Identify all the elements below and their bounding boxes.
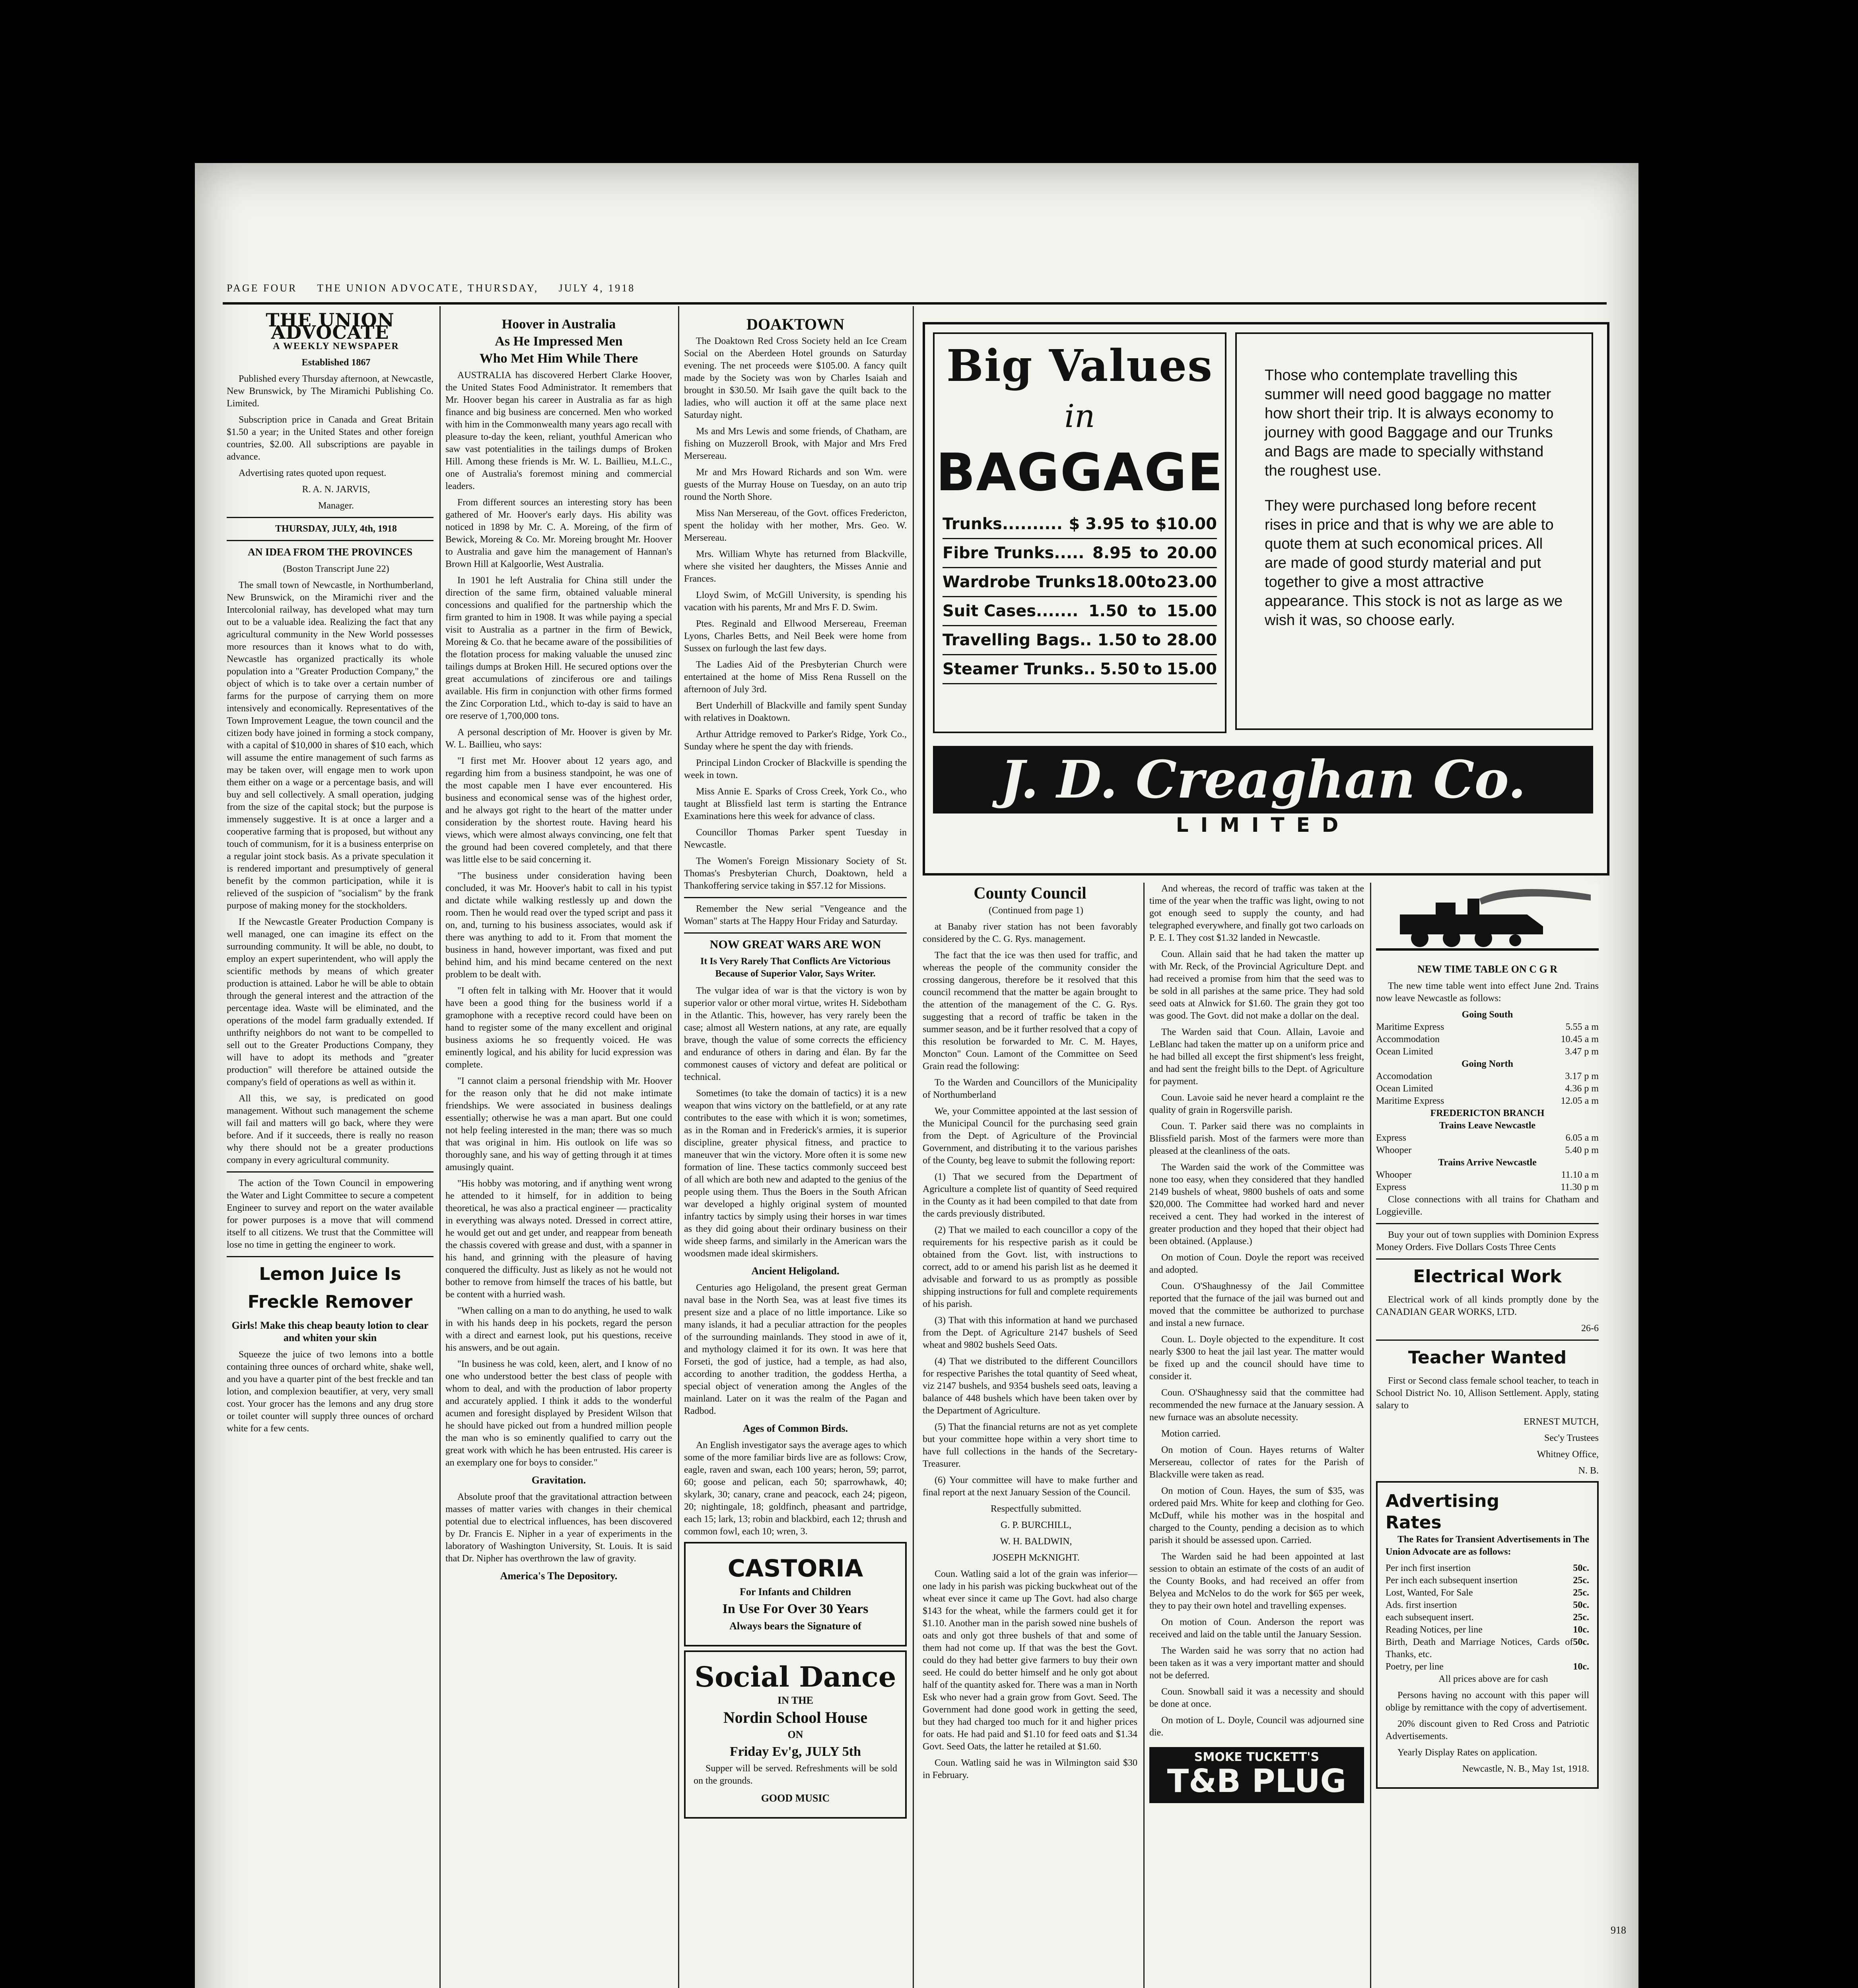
baggage-ad xyxy=(923,322,1609,876)
divider xyxy=(1376,1340,1599,1341)
baggage-from: 1.50 xyxy=(1088,602,1128,620)
hoover-para-7: "I often felt in talking with Mr. Hoover that it would have been a good thing for the business world if a gramophone with a receptive record could have been on hand to register some of the many excellent and original business axioms he so frequently voiced. He was eminently logical, and his ability for lucid expression was complete. xyxy=(445,986,672,1070)
heligoland-headline: Ancient Heligoland. xyxy=(751,1265,840,1277)
castoria-title: CASTORIA xyxy=(727,1555,863,1582)
timetable-north-list xyxy=(1376,1070,1599,1107)
adrate-row xyxy=(1386,1636,1589,1661)
baggage-price-row xyxy=(943,539,1217,568)
doaktown-headline: DOAKTOWN xyxy=(746,315,844,333)
council-col2-para-16: The Warden said he was sorry that no action had been taken as it was a very important matter and should not be deferred. xyxy=(1149,1646,1364,1681)
hoover-para-4: A personal description of Mr. Hoover is given by Mr. W. L. Baillieu, who says: xyxy=(445,727,672,750)
hoover-para-10: "When calling on a man to do anything, he used to walk in with his hands deep in his pockets, regard the person with a direct and earnest look, put his questions, receive his answers, and be out again. xyxy=(445,1306,672,1353)
timetable-row xyxy=(1376,1021,1599,1033)
electrical-title: Electrical Work xyxy=(1413,1266,1562,1287)
supplies-notice: Buy your out of town supplies with Dominion Express Money Orders. Five Dollars Costs Three Cents xyxy=(1376,1230,1599,1252)
baggage-item: Fibre Trunks..... xyxy=(943,544,1084,562)
adrate-label: Per inch each subsequent insertion xyxy=(1386,1575,1518,1586)
council-para-4: We, your Committee appointed at the last session of the Municipal Council for the purchasing seed grain from the Dept. of Agriculture of the Provincial Government, and distributing it to the various parishes of the County, beg leave to submit the following report: xyxy=(923,1106,1137,1166)
lemon-headline-2: Freckle Remover xyxy=(247,1292,413,1312)
timetable-title: NEW TIME TABLE ON C G R xyxy=(1417,963,1558,975)
baggage-copy-1: Those who contemplate travelling this summer will need good baggage no matter how short their trip. It is always economy to journey with good Baggage and our Trunks and Bags are made to specially withstand the roughest use. xyxy=(1265,367,1554,479)
timetable-row xyxy=(1376,1095,1599,1107)
hoover-para-9: "His hobby was motoring, and if anything went wrong he attended to it himself, for in addition to being theoretical, he was also a practical engineer — practicality in everything was always noted. Dressed in correct attire, he would get out and get under, and reappear from beneath the chassis covered with grease and dust, with a spanner in his hand, and grinning with the pleasure of having conquered the difficulty. Just as likely as not he would not bother to remove from himself the traces of his battle, but be content with a hurried wash. xyxy=(445,1178,672,1300)
council-col2-para-5: Coun. T. Parker said there was no complaints in Blissfield parish. Most of the farmers were more than pleased at the cleanliness of the oats. xyxy=(1149,1121,1364,1156)
masthead-title: THE UNION ADVOCATE xyxy=(266,309,395,343)
train-name: Whooper xyxy=(1376,1145,1412,1155)
lemon-body: Squeeze the juice of two lemons into a bottle containing three ounces of orchard white, shake well, and you have a quarter pint of the best freckle and tan lotion, and complexion beautifier, at very, very small cost. Your grocer has the lemons and any drug store or toilet counter will supply three ounces of orchard white for a few cents. xyxy=(227,1349,433,1434)
council-para-10: (6) Your committee will have to make further and final report at the next January Session of the Council. xyxy=(923,1475,1137,1498)
council-col2-para-17: Coun. Snowball said it was a necessity and should be done at once. xyxy=(1149,1687,1364,1709)
train-name: Express xyxy=(1376,1133,1406,1143)
baggage-price-row xyxy=(943,626,1217,655)
doaktown-para-13: Councillor Thomas Parker spent Tuesday in Newcastle. xyxy=(684,827,907,850)
train-illustration xyxy=(1376,883,1599,958)
folio-page: PAGE FOUR xyxy=(227,282,297,294)
baggage-in: in xyxy=(1064,398,1095,435)
adrates-title-2: Rates xyxy=(1386,1512,1442,1533)
council-para-12: Coun. Watling said he was in Wilmington said $30 in February. xyxy=(923,1758,1137,1780)
plug-line-1: SMOKE TUCKETT'S xyxy=(1194,1750,1320,1764)
council-headline: County Council xyxy=(974,884,1086,903)
council-col2-para-6: The Warden said the work of the Committee was none too easy, when they considered that they handled 2149 bushels of wheat, 9800 bushels of oats and some $20,000. The Committee had worked hard and never received a cent. They had worked in the interest of greater production and they hoped that their object had been obtained. (Applause.) xyxy=(1149,1162,1364,1246)
train-time: 12.05 a m xyxy=(1561,1096,1599,1106)
folio-date: JULY 4, 1918 xyxy=(558,282,636,294)
column-rule xyxy=(678,306,679,1988)
adrates-note-3: Yearly Display Rates on application. xyxy=(1397,1747,1537,1758)
baggage-item: Suit Cases....... xyxy=(943,602,1079,620)
lemon-deck: Girls! Make this cheap beauty lotion to clear and whiten your skin xyxy=(231,1320,429,1343)
hoover-headline-1: Hoover in Australia xyxy=(501,317,616,332)
depository-headline: America's The Depository. xyxy=(500,1570,618,1582)
council-para-9: (5) That the financial returns are not as yet complete but your committee hope within a very short time to have full collections in the hands of the Secretary-Treasurer. xyxy=(923,1422,1137,1469)
adrates-dateline: Newcastle, N. B., May 1st, 1918. xyxy=(1462,1764,1589,1774)
teacher-role: Sec'y Trustees xyxy=(1544,1433,1599,1443)
doaktown-para-11: Principal Lindon Crocker of Blackville is spending the week in town. xyxy=(684,758,907,780)
timetable-going-north: Going North xyxy=(1461,1059,1513,1069)
council-signature-2: W. H. BALDWIN, xyxy=(1000,1536,1072,1547)
castoria-line-3: Always bears the Signature of xyxy=(729,1620,861,1632)
divider xyxy=(684,932,907,934)
adrate-row xyxy=(1386,1574,1589,1587)
column-rule xyxy=(913,306,914,1988)
idea-headline: AN IDEA FROM THE PROVINCES xyxy=(247,546,413,558)
wars-headline: NOW GREAT WARS ARE WON xyxy=(709,938,881,951)
council-col2-para-1: And whereas, the record of traffic was taken at the time of the year when the traffic was light, owing to not got enough seed to supply the county, and had telegraphed everywhere, and finally got two carloads on P. E. I. They cost $1.32 landed in Newcastle. xyxy=(1149,883,1364,943)
hoover-para-6: "The business under consideration having been concluded, it was Mr. Hoover's habit to call in his typist and dictate while walking restlessly up and down the room. Then he would read over the typed script and pass it on, and, turning to his business associates, would ask if there was anything to add to it. From that moment the business in hand, however important, was fixed and put behind him, and his mind became centered on the next problem to be dealt with. xyxy=(445,871,672,980)
baggage-item: Steamer Trunks.. xyxy=(943,660,1096,678)
editorial-dateline: THURSDAY, JULY, 4th, 1918 xyxy=(275,524,397,534)
hoover-para-3: In 1901 he left Australia for China still under the direction of the same firm, obtained valuable mineral concessions and qualified for the partnership which the firm granted to him in 1908. It was while paying a special visit to Australia as a partner in the firm of Bewick, Moreing & Co. that he became aware of the possibilities of the flotation process for making valuable the unused zinc tailings dumps at Broken Hill. He secured options over the great accumulations of zinciferous ore and tailings available. His firm in conjunction with other firms formed the Zinc Corporation Ltd., which to-day is said to have an ore reserve of 1,700,000 tons. xyxy=(445,575,672,721)
train-time: 10.45 a m xyxy=(1561,1034,1599,1044)
adrate-row xyxy=(1386,1624,1589,1636)
divider xyxy=(684,897,907,898)
baggage-upto: 23.00 xyxy=(1166,573,1217,591)
hoover-para-11: "In business he was cold, keen, alert, and I know of no one who understood better the best class of people with whom to deal, and with the production of labor property and accurately applied. I think it adds to the wonderful acumen and foresight displayed by President Wilson that he should have picked out from a hundred million people the man who is so eminently qualified to carry out the great work with which he has been entrusted. His career is an exemplary one for boys to consider." xyxy=(445,1359,672,1468)
timetable-arrive: Trains Arrive Newcastle xyxy=(1438,1157,1537,1168)
council-signature-3: JOSEPH McKNIGHT. xyxy=(992,1553,1080,1563)
masthead-para-2: Subscription price in Canada and Great Britain $1.50 a year; in the United States and other foreign countries, $2.00. All subscriptions are payable in advance. xyxy=(227,415,433,462)
castoria-ad xyxy=(684,1542,907,1646)
doaktown-para-1: The Doaktown Red Cross Society held an Ice Cream Social on the Aberdeen Hotel grounds on Saturday evening. The net proceeds were $105.00. A fancy quilt made by the Society was won by Charles Isaiah and brought in $30.50. Mr Isaih gave the quilt back to the ladies, who will auction it off at the same place next Saturday night. xyxy=(684,336,907,420)
baggage-price-box xyxy=(933,332,1226,733)
social-dance-place: Nordin School House xyxy=(723,1708,868,1726)
train-name: Whooper xyxy=(1376,1170,1412,1180)
timetable-south-list xyxy=(1376,1021,1599,1058)
doaktown-para-10: Arthur Attridge removed to Parker's Ridge, York Co., Sunday where he spent the day with friends. xyxy=(684,729,907,752)
doaktown-para-14: The Women's Foreign Missionary Society of St. Thomas's Presbyterian Church, Doaktown, held a Thankoffering service taking in $57.12 for Missions. xyxy=(684,856,907,891)
adrate-price: 50c. xyxy=(1573,1637,1589,1647)
council-para-6: (2) That we mailed to each councillor a copy of the requirements for his respective parish as it could be obtained from the Govt. list, with instructions to correct, add to or amend his parish list as he deemed it advisable and forward to us as promptly as possible shipping instructions for full and complete requirements of his parish. xyxy=(923,1225,1137,1309)
train-time: 6.05 a m xyxy=(1565,1133,1599,1143)
masthead-para-3: Advertising rates quoted upon request. xyxy=(239,468,387,478)
council-col2-para-2: Coun. Allain said that he had taken the matter up with Mr. Reck, of the Provincial Agriculture Dept. and had received a promise from him that the seed was to be sold in all parishes at the same price. They had sold seed oats at Alnwick for $1.60. The grain they got too was good. The Govt. did not make a dollar on the deal. xyxy=(1149,949,1364,1021)
council-col2-para-8: Coun. O'Shaughnessy of the Jail Committee reported that the furnace of the jail was burned out and moved that the committee be authorized to purchase and instal a new furnace. xyxy=(1149,1281,1364,1328)
baggage-copy-2: They were purchased long before recent rises in price and that is why we are able to quote them at such economical prices. All are made of good sturdy material and put together to give a most attractive appearance. This stock is not as large as we wish it was, so choose early. xyxy=(1265,497,1563,629)
masthead-para-1: Published every Thursday afternoon, at Newcastle, New Brunswick, by The Miramichi Publishing Co. Limited. xyxy=(227,374,433,409)
column-doaktown xyxy=(684,306,907,1988)
doaktown-para-12: Miss Annie E. Sparks of Cross Creek, York Co., who taught at Blissfield last term is starting the Entrance Examinations here this week for advance of class. xyxy=(684,786,907,821)
teacher-province: N. B. xyxy=(1578,1466,1599,1476)
column-rule xyxy=(1370,883,1371,1988)
council-para-3: To the Warden and Councillors of the Municipality of Northumberland xyxy=(923,1077,1137,1100)
doaktown-para-6: Lloyd Swim, of McGill University, is spending his vacation with his parents, Mr and Mrs F. D. Swim. xyxy=(684,590,907,613)
birds-body: An English investigator says the average ages to which some of the more familiar birds live are as follows: Crow, eagle, raven and swan, each 100 years; heron, 59; parrot, 60; goose and pelican, each 50; sparrowhawk, 40; skylark, 30; canary, crane and peacock, each 24; pigeon, 20; nightingale, 18; goldfinch, pheasant and partridge, each 15; lark, 13; robin and blackbird, each 12; thrush and common fowl, each 10; wren, 3. xyxy=(684,1440,907,1537)
timetable-leave: Trains Leave Newcastle xyxy=(1439,1120,1536,1131)
adrate-label: Poetry, per line xyxy=(1386,1662,1444,1672)
baggage-price-row xyxy=(943,597,1217,626)
masthead-established: Established 1867 xyxy=(301,357,371,368)
gravitation-body: Absolute proof that the gravitational attraction between masses of matter varies with changes in their chemical potential due to electrical influences, has been discovered by Dr. Francis E. Nipher in a year of experiments in the laboratory of Washington University, St. Louis. It is said that Dr. Nipher has overthrown the law of gravity. xyxy=(445,1492,672,1564)
train-name: Ocean Limited xyxy=(1376,1046,1433,1057)
idea-para-3: All this, we say, is predicated on good management. Without such management the scheme will fail and matters will go back, where they were before. And if it succeeds, there is really no reason why there should not be a greater productions company in every agricultural community. xyxy=(227,1093,433,1165)
council-para-2: The fact that the ice was then used for traffic, and whereas the people of the community consider the crossing dangerous, therefore be it resolved that this council recommend that the matter be again brought to the attention of the management of the C. G. Rys. suggesting that a record of traffic be taken in the summer season, and be it further resolved that a copy of this resolution be forwarded to Mr. C. M. Hayes, Moncton" Coun. Lamont of the Committee on Seed Grain read the following: xyxy=(923,950,1137,1072)
council-para-11: Coun. Watling said a lot of the grain was inferior—one lady in his parish was picking buckwheat out of the wheat ever since it came up The Govt. had also charge $143 for the wheat, while the farmers could get it for $1.10. Another man in the parish sowed nine bushels of oats and only got three bushels of that and some of them had not come up. If that was the best the Govt. could do they had better give farmers to buy their own seed. He could do better himself and he only got about half of the quantity asked for. There was a man in North Esk who never had a grain grow from Govt. Seed. The Government had done good work in getting the seed, but they had charged too much for it and higher prices for oats. He had paid and $1.10 for feed oats and $1.34 Govt. Seed Oats, the latter he retailed at $1.60. xyxy=(923,1569,1137,1752)
teacher-place: Whitney Office, xyxy=(1537,1449,1599,1460)
locomotive-icon xyxy=(1376,883,1599,958)
newspaper-page xyxy=(195,163,1638,1988)
adrates-intro: The Rates for Transient Advertisements in The Union Advocate are as follows: xyxy=(1386,1534,1589,1557)
column-ads xyxy=(1376,883,1599,1988)
advertising-rates-box xyxy=(1376,1481,1599,1789)
adrate-row xyxy=(1386,1599,1589,1611)
page-folio xyxy=(227,282,1603,298)
council-col2-para-13: On motion of Coun. Hayes, the sum of $35, was ordered paid Mrs. White for keep and clothing for Geo. McDuff, while his mother was in the hospital and charged to the County, pending a decision as to which parish it should be assessed upon. Carried. xyxy=(1149,1486,1364,1545)
masthead-subtitle: A WEEKLY NEWSPAPER xyxy=(273,341,399,351)
baggage-title: BAGGAGE xyxy=(936,442,1224,503)
adrate-price: 10c. xyxy=(1573,1625,1589,1635)
train-time: 4.36 p m xyxy=(1565,1083,1599,1094)
timetable-close: Close connections with all trains for Chatham and Loggieville. xyxy=(1376,1194,1599,1217)
timetable-leave-list xyxy=(1376,1132,1599,1157)
doaktown-para-4: Miss Nan Mersereau, of the Govt. offices Fredericton, spent the holiday with her mother, Mrs. Geo. W. Mersereau. xyxy=(684,508,907,543)
timetable-row xyxy=(1376,1132,1599,1144)
birds-headline: Ages of Common Birds. xyxy=(742,1423,848,1434)
adrates-note-2: 20% discount given to Red Cross and Patriotic Advertisements. xyxy=(1386,1719,1589,1741)
timetable-intro: The new time table went into effect June 2nd. Trains now leave Newcastle as follows: xyxy=(1376,981,1599,1004)
baggage-price-row xyxy=(943,568,1217,597)
hoover-para-2: From different sources an interesting story has been gathered of Mr. Hoover's early days. His ability was noticed in 1898 by Mr. C. A. Moreing, of the firm of Bewick, Moreing & Co. Mr. Moreing brought Mr. Hoover to Australia and gave him the management of Hannan's Brown Hill at Kalgoorlie, West Australia. xyxy=(445,497,672,569)
timetable-row xyxy=(1376,1033,1599,1046)
baggage-to: to xyxy=(1138,602,1156,620)
idea-para-2: If the Newcastle Greater Production Company is well managed, one can imagine its effect on the surrounding community. It will be able, no doubt, to employ an expert superintendent, who will apply the scientific methods by means of which greater production is attained. Labor he will be able to obtain through the general interest and the attraction of the percentage idea. Waste will be eliminated, and the operations of the model farm gradually extended. If unthrifty neighbors do not want to be compelled to sell out to the Greater Productions Company, they will have to adopt its methods and "greater production" will therefore be attained outside the company's field of operations as well as within it. xyxy=(227,917,433,1087)
heligoland-body: Centuries ago Heligoland, the present great German naval base in the North Sea, was at least five times its present size and a place of no little importance. Like so many islands, it had a peculiar attraction for the peoples of the surrounding mainlands. They stood in awe of it, and mythology claimed it for its own. It was here that Forseti, the god of justice, had a temple, as had also, according to another tradition, the goddess Hertha, a special object of veneration among the Angles of the mainland. Later on it was the realm of the Pagan and Radbod. xyxy=(684,1283,907,1416)
council-col2-para-7: On motion of Coun. Doyle the report was received and adopted. xyxy=(1149,1252,1364,1275)
idea-source: (Boston Transcript June 22) xyxy=(283,564,389,574)
train-name: Ocean Limited xyxy=(1376,1083,1433,1094)
baggage-price-row xyxy=(943,510,1217,539)
social-dance-date: Friday Ev'g, JULY 5th xyxy=(730,1744,861,1759)
masthead-editor-role: Manager. xyxy=(318,501,354,511)
baggage-item: Trunks.......... xyxy=(943,515,1063,533)
teacher-body: First or Second class female school teacher, to teach in School District No. 10, Allison Settlement. Apply, stating salary to xyxy=(1376,1376,1599,1411)
doaktown-para-5: Mrs. William Whyte has returned from Blackville, where she visited her daughters, the Misses Annie and Frances. xyxy=(684,549,907,584)
baggage-from: 5.50 xyxy=(1100,660,1139,678)
adrate-price: 50c. xyxy=(1573,1600,1589,1610)
baggage-item: Travelling Bags.. xyxy=(943,631,1092,649)
timetable-branch: FREDERICTON BRANCH xyxy=(1430,1108,1545,1118)
castoria-line-2: In Use For Over 30 Years xyxy=(722,1602,869,1616)
baggage-upto: 15.00 xyxy=(1166,602,1217,620)
adrate-price: 25c. xyxy=(1573,1588,1589,1598)
social-dance-title: Social Dance xyxy=(694,1660,896,1693)
column-rule xyxy=(1143,883,1145,1988)
hoover-para-1: AUSTRALIA has discovered Herbert Clarke Hoover, the United States Food Administrator. It remembers that Mr. Hoover began his career in Australia as far as high finance and big business are concerned. Men who worked with him in the Commonwealth many years ago recall with pleasure to-day the keen, reliant, youthful American who saw vast potentialities in the tailings dumps of Broken Hill. Among these friends is Mr. W. L. Baillieu, M.L.C., one of Australia's foremost mining and commercial leaders. xyxy=(445,370,672,491)
masthead-editor: R. A. N. JARVIS, xyxy=(302,484,370,495)
train-name: Maritime Express xyxy=(1376,1022,1444,1032)
social-dance-music: GOOD MUSIC xyxy=(761,1792,830,1804)
train-time: 11.10 a m xyxy=(1561,1170,1599,1180)
baggage-to: to xyxy=(1142,631,1161,649)
timetable-going-south: Going South xyxy=(1462,1010,1513,1020)
creaghan-name: J. D. Creaghan Co. xyxy=(933,746,1593,813)
train-time: 5.40 p m xyxy=(1565,1145,1599,1155)
hoover-para-8: "I cannot claim a personal friendship with Mr. Hoover for the reason only that he did not make intimate friendships. We were associated in business dealings essentially; otherwise he was a man apart. But one could not help feeling interested in the man; there was so much that was original in him. His outlook on life was so thoroughly sane, and his way of getting through it at times amusingly quaint. xyxy=(445,1076,672,1173)
lemon-headline-1: Lemon Juice Is xyxy=(259,1264,401,1284)
baggage-copy-box xyxy=(1235,332,1593,730)
hoover-headline-3: Who Met Him While There xyxy=(479,351,638,366)
council-signature-1: G. P. BURCHILL, xyxy=(1000,1520,1072,1530)
council-para-8: (4) That we distributed to the different Councillors for respective Parishes the total quantity of Seed wheat, viz 2147 bushels, and 9354 bushels seed oats, leaving a balance of 448 bushels which have been taken over by the Department of Agriculture. xyxy=(923,1356,1137,1416)
divider xyxy=(227,1256,433,1257)
gravitation-headline: Gravitation. xyxy=(531,1474,586,1486)
electrical-body: Electrical work of all kinds promptly done by the CANADIAN GEAR WORKS, LTD. xyxy=(1376,1295,1599,1317)
wars-deck: It Is Very Rarely That Conflicts Are Victorious Because of Superior Valor, Says Writer. xyxy=(700,956,890,979)
train-time: 3.47 p m xyxy=(1565,1046,1599,1057)
divider xyxy=(227,1171,433,1173)
council-col2-para-14: The Warden said he had been appointed at last session to obtain an estimate of the costs of an audit of the County Books, and had received an offer from Belyea and McNelos to do the work for $65 per week, they to pay their own hotel and travelling expenses. xyxy=(1149,1551,1364,1611)
adrate-label: Per inch first insertion xyxy=(1386,1563,1471,1573)
adrates-title-1: Advertising xyxy=(1386,1491,1499,1511)
social-dance-ad xyxy=(684,1650,907,1819)
adrates-note-1: Persons having no account with this paper will oblige by remittance with the copy of advertisement. xyxy=(1386,1690,1589,1713)
council-para-7: (3) That with this information at hand we purchased from the Dept. of Agriculture 2147 bushels of Seed wheat and 9802 bushels Seed Oats. xyxy=(923,1315,1137,1350)
adrate-label: Birth, Death and Marriage Notices, Cards of Thanks, etc. xyxy=(1386,1637,1573,1660)
castoria-line-1: For Infants and Children xyxy=(739,1586,851,1598)
council-para-5: (1) That we secured from the Department of Agriculture a complete list of quantity of Seed required in the County as it had been compiled to that date from the cards previously distributed. xyxy=(923,1172,1137,1219)
train-time: 11.30 p m xyxy=(1561,1182,1599,1192)
tuckett-plug-ad xyxy=(1149,1747,1364,1803)
adrate-row xyxy=(1386,1661,1589,1673)
timetable-row xyxy=(1376,1083,1599,1095)
timetable-row xyxy=(1376,1181,1599,1194)
timetable-row xyxy=(1376,1169,1599,1181)
wars-para-2: Sometimes (to take the domain of tactics) it is a new weapon that wins victory on the battlefield, or at any rate contributes to the ease with which it is won; sometimes, as in the Roman and in Frederick's armies, it is superior discipline, greater physical fitness, and practice to maneuver that win the victory. More often it is some new formation of line. These tactics commonly succeed best of all which are both new and adapted to the genius of the people using them. Thus the Boers in the South African war developed a highly original system of mounted infantry tactics by simply using their horses in war times as they did going about their ordinary business on their wide sheep farms, and similarly in the American wars the woodsmen made ideal skirmishers. xyxy=(684,1088,907,1259)
doaktown-para-3: Mr and Mrs Howard Richards and son Wm. were guests of the Murray House on Tuesday, on an auto trip round the North Shore. xyxy=(684,467,907,502)
adrates-list xyxy=(1386,1562,1589,1673)
adrate-label: each subsequent insert. xyxy=(1386,1612,1474,1623)
timetable-row xyxy=(1376,1144,1599,1157)
adrate-label: Lost, Wanted, For Sale xyxy=(1386,1588,1473,1598)
council-col2-para-11: Motion carried. xyxy=(1161,1429,1221,1439)
doaktown-para-15: Remember the New serial "Vengeance and the Woman" starts at The Happy Hour Friday and Saturday. xyxy=(684,904,907,926)
adrate-price: 25c. xyxy=(1573,1612,1589,1623)
divider xyxy=(1376,1223,1599,1224)
idea-para-4: The action of the Town Council in empowering the Water and Light Committee to secure a competent Engineer to survey and report on the water available for power purposes is a move that will commend itself to all citizens. We trust that the Committee will lose no time in getting the engineer to work. xyxy=(227,1178,433,1250)
electrical-code: 26-6 xyxy=(1581,1323,1599,1334)
column-rule xyxy=(439,306,441,1988)
baggage-upto: 15.00 xyxy=(1166,660,1217,678)
social-dance-on: ON xyxy=(787,1729,803,1740)
creaghan-limited: LIMITED xyxy=(1176,813,1351,837)
baggage-from: $ 3.95 xyxy=(1069,515,1125,533)
folio-paper: THE UNION ADVOCATE, THURSDAY, xyxy=(317,282,539,294)
council-continued: (Continued from page 1) xyxy=(989,905,1083,916)
baggage-from: 1.50 xyxy=(1097,631,1137,649)
council-col2-para-3: The Warden said that Coun. Allain, Lavoie and LeBlanc had taken the matter up on a uniform price and he had billed all except the first shipment's less freight, and had sent the freight bills to the Dept. of Agriculture for payment. xyxy=(1149,1027,1364,1087)
divider xyxy=(1376,1258,1599,1260)
council-col2-para-12: On motion of Coun. Hayes returns of Walter Mersereau, collector of rates for the Parish of Blackville were taken as read. xyxy=(1149,1445,1364,1480)
teacher-name: ERNEST MUTCH, xyxy=(1524,1417,1599,1427)
wars-para-1: The vulgar idea of war is that the victory is won by superior valor or other moral virtue, writes H. Sidebotham in the Atlantic. This, however, has very rarely been the case; almost all Western nations, at any rate, are equally brave, though the value of some corrects the efficiency and endurance of others in daring and élan. By far the commonest causes of victory and defeat are political or technical. xyxy=(684,986,907,1082)
baggage-upto: 20.00 xyxy=(1166,544,1217,562)
council-col2-para-4: Coun. Lavoie said he never heard a complaint re the quality of grain in Rogersville parish. xyxy=(1149,1093,1364,1115)
adrate-row xyxy=(1386,1587,1589,1599)
timetable-arrive-list xyxy=(1376,1169,1599,1194)
council-col2-para-10: Coun. O'Shaughnessy said that the committee had recommended the new furnace at the January session. A new furnace was an absolute necessity. xyxy=(1149,1388,1364,1423)
timetable-row xyxy=(1376,1046,1599,1058)
council-col2-para-18: On motion of L. Doyle, Council was adjourned sine die. xyxy=(1149,1715,1364,1738)
creaghan-logo xyxy=(933,746,1593,841)
social-dance-in: IN THE xyxy=(777,1695,813,1706)
baggage-big-values: Big Values xyxy=(946,340,1213,391)
plug-line-2: T&B PLUG xyxy=(1167,1763,1347,1800)
doaktown-para-8: The Ladies Aid of the Presbyterian Church were entertained at the home of Miss Rena Russell on the afternoon of July 3rd. xyxy=(684,660,907,695)
baggage-from: 8.95 xyxy=(1092,544,1132,562)
adrate-price: 50c. xyxy=(1573,1563,1589,1573)
adrate-label: Ads. first insertion xyxy=(1386,1600,1457,1610)
column-council-2 xyxy=(1149,883,1364,1988)
margin-note: 918 xyxy=(1611,1924,1626,1936)
idea-para-1: The small town of Newcastle, in Northumberland, New Brunswick, on the Miramichi river and the Intercolonial railway, has developed what may turn out to be a valuable idea. Realizing the fact that any agricultural community in the New World possesses more resources than it knows what to do with, Newcastle has organized practically its whole population into a "Greater Production Company," the object of which is to take over a certain number of farms for the purpose of carrying them on more intensively and economically. Representatives of the Town Improvement League, the town council and the citizen body have joined in forming a stock company, with a capital of $10,000 in shares of $10 each, which will assume the entire management of such farms as may be taken over, will engage men to work upon them either on a wage or a percentage basis, and will buy and sell collectively. A small operation, judging from the size of the capital stock; but the purpose is immensely suggestive. It is at once a larger and a cooperative farming that is proposed, but without any touch of communism, for it is a business enterprise on a regular joint stock basis. As a private speculation it is rendered important and presumptively of general benefit by the common participation, while it is relieved of the suspicion of "socialism" by the frank purpose of making money for the stockholders. xyxy=(227,580,433,911)
train-time: 5.55 a m xyxy=(1565,1022,1599,1032)
baggage-price-row xyxy=(943,655,1217,684)
hoover-headline-2: As He Impressed Men xyxy=(495,334,623,349)
doaktown-para-7: Ptes. Reginald and Ellwood Mersereau, Freeman Lyons, Charles Betts, and Neil Beek were home from Sussex on furlough the last few days. xyxy=(684,619,907,654)
adrate-row xyxy=(1386,1562,1589,1574)
baggage-to: to xyxy=(1143,660,1162,678)
baggage-price-list xyxy=(935,510,1225,684)
council-col2-para-9: Coun. L. Doyle objected to the expenditure. It cost nearly $300 to heat the jail last year. The matter would be fixed up and the council should have time to consider it. xyxy=(1149,1334,1364,1382)
baggage-upto: $10.00 xyxy=(1155,515,1217,533)
column-hoover xyxy=(445,306,672,1988)
council-col2-para-15: On motion of Coun. Anderson the report was received and laid on the table until the January Session. xyxy=(1149,1617,1364,1640)
timetable-row xyxy=(1376,1070,1599,1083)
adrate-row xyxy=(1386,1611,1589,1624)
train-name: Accomodation xyxy=(1376,1071,1432,1081)
adrate-price: 25c. xyxy=(1573,1575,1589,1586)
baggage-upto: 28.00 xyxy=(1166,631,1217,649)
adrates-cash: All prices above are for cash xyxy=(1438,1674,1548,1684)
baggage-to: to xyxy=(1131,515,1150,533)
divider xyxy=(227,540,433,541)
baggage-to: to xyxy=(1140,544,1158,562)
council-para-1: at Banaby river station has not been favorably considered by the C. G. Rys. management. xyxy=(923,922,1137,944)
social-dance-note: Supper will be served. Refreshments will be sold on the grounds. xyxy=(694,1763,897,1786)
doaktown-para-2: Ms and Mrs Lewis and some friends, of Chatham, are fishing on Muzzeroll Brook, with Major and Mrs Fred Mersereau. xyxy=(684,426,907,461)
baggage-to: to xyxy=(1147,573,1166,591)
train-name: Express xyxy=(1376,1182,1406,1192)
train-name: Accommodation xyxy=(1376,1034,1440,1044)
baggage-item: Wardrobe Trunks xyxy=(943,573,1096,591)
adrate-price: 10c. xyxy=(1573,1662,1589,1672)
top-rule xyxy=(223,302,1607,305)
adrate-label: Reading Notices, per line xyxy=(1386,1625,1483,1635)
train-time: 3.17 p m xyxy=(1565,1071,1599,1081)
divider xyxy=(227,517,433,518)
teacher-title: Teacher Wanted xyxy=(1408,1347,1567,1368)
column-editorial xyxy=(227,306,433,1988)
hoover-para-5: "I first met Mr. Hoover about 12 years ago, and regarding him from a business standpoint, he was one of the most capable men I have ever encountered. His business and economical sense was of the highest order, and he always got right to the heart of the matter under consideration by the shortest route. Having heard his views, which were almost always convincing, one felt that the ground had been covered completely, and that there was little else to be said concerning it. xyxy=(445,756,672,865)
baggage-from: 18.00 xyxy=(1096,573,1147,591)
train-name: Maritime Express xyxy=(1376,1096,1444,1106)
column-council-1 xyxy=(923,883,1137,1988)
council-signoff: Respectfully submitted. xyxy=(991,1504,1081,1514)
doaktown-para-9: Bert Underhill of Blackville and family spent Sunday with relatives in Doaktown. xyxy=(684,701,907,723)
